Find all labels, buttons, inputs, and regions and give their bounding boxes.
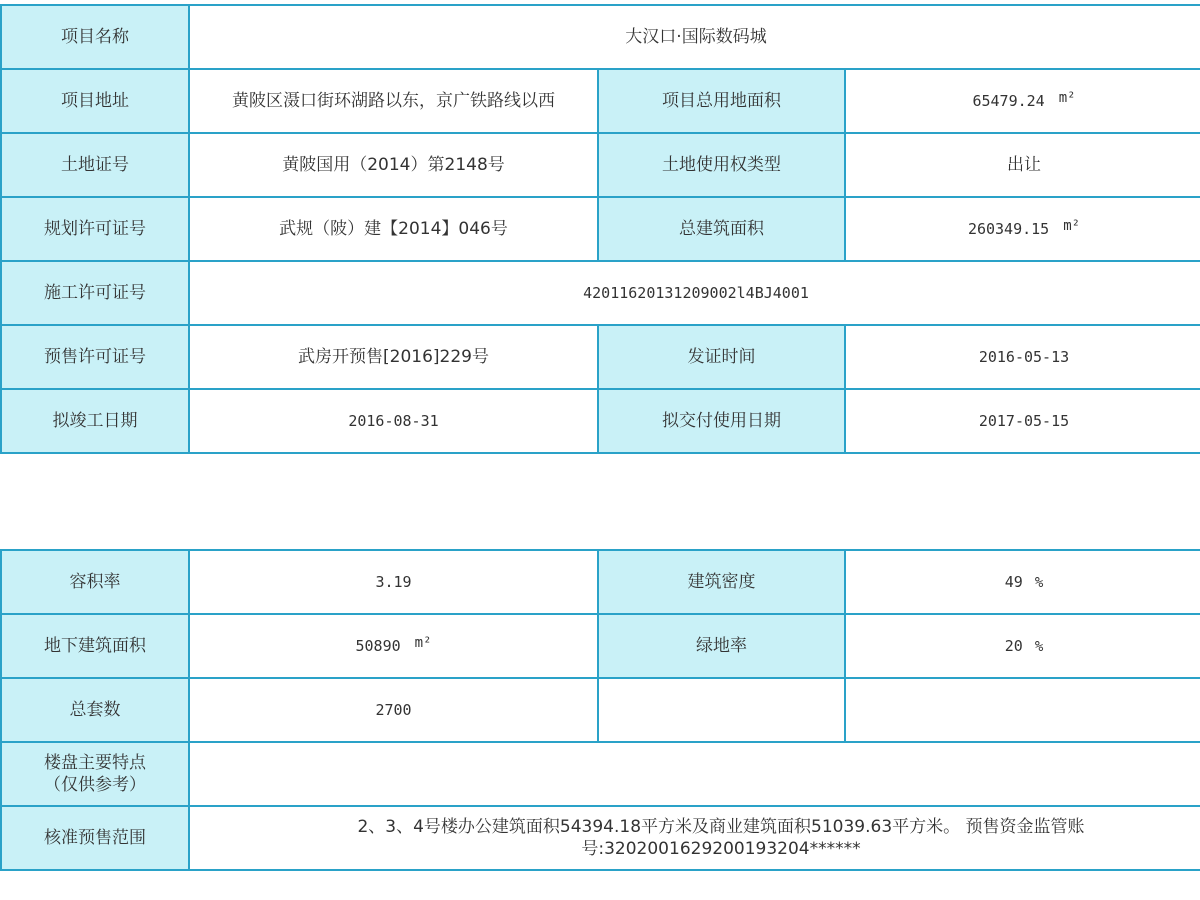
presale-permit-label: 预售许可证号 — [1, 325, 189, 389]
table-row — [1, 742, 1200, 806]
table-row — [1, 614, 1200, 678]
table-row — [1, 197, 1200, 261]
total-units-label: 总套数 — [1, 678, 189, 742]
features-label-line1: 楼盘主要特点 — [44, 753, 146, 773]
total-land-area-value: 65479.24 — [972, 91, 1045, 110]
building-density-value: 49 — [1004, 572, 1023, 591]
total-floor-area-label: 总建筑面积 — [598, 197, 845, 261]
plot-ratio-label: 容积率 — [1, 550, 189, 614]
project-metrics-table — [0, 549, 1200, 871]
underground-area-value: 50890 — [355, 636, 401, 655]
underground-area-cell — [189, 614, 598, 678]
project-name-value: 大汉口·国际数码城 — [189, 5, 1200, 69]
completion-date-value: 2016-08-31 — [189, 389, 598, 453]
total-land-area-unit: m² — [1058, 89, 1076, 106]
empty-cell — [845, 678, 1200, 742]
green-ratio-unit: % — [1034, 638, 1044, 655]
delivery-date-label: 拟交付使用日期 — [598, 389, 845, 453]
plot-ratio-value: 3.19 — [189, 550, 598, 614]
completion-date-label: 拟竣工日期 — [1, 389, 189, 453]
table-row — [1, 678, 1200, 742]
building-density-label: 建筑密度 — [598, 550, 845, 614]
planning-permit-label: 规划许可证号 — [1, 197, 189, 261]
land-cert-value: 黄陂国用（2014）第2148号 — [189, 133, 598, 197]
table-row — [1, 5, 1200, 69]
project-info-table — [0, 4, 1200, 454]
table-row — [1, 69, 1200, 133]
construction-permit-label: 施工许可证号 — [1, 261, 189, 325]
underground-area-label: 地下建筑面积 — [1, 614, 189, 678]
total-floor-area-value: 260349.15 — [967, 219, 1050, 238]
features-label-line2: （仅供参考） — [44, 775, 146, 795]
building-density-unit: % — [1034, 574, 1044, 591]
table-row — [1, 806, 1200, 870]
table-row — [1, 133, 1200, 197]
presale-scope-cell — [189, 806, 1200, 870]
table-row — [1, 261, 1200, 325]
total-units-value: 2700 — [189, 678, 598, 742]
building-density-cell — [845, 550, 1200, 614]
delivery-date-value: 2017-05-15 — [845, 389, 1200, 453]
planning-permit-value: 武规（陂）建【2014】046号 — [189, 197, 598, 261]
empty-cell — [598, 678, 845, 742]
issue-date-label: 发证时间 — [598, 325, 845, 389]
issue-date-value: 2016-05-13 — [845, 325, 1200, 389]
project-address-label: 项目地址 — [1, 69, 189, 133]
total-land-area-cell — [845, 69, 1200, 133]
table-row — [1, 389, 1200, 453]
project-address-value: 黄陂区滠口街环湖路以东，京广铁路线以西 — [189, 69, 598, 133]
land-cert-label: 土地证号 — [1, 133, 189, 197]
features-value — [189, 742, 1200, 806]
land-use-type-label: 土地使用权类型 — [598, 133, 845, 197]
green-ratio-value: 20 — [1004, 636, 1023, 655]
green-ratio-label: 绿地率 — [598, 614, 845, 678]
presale-scope-label: 核准预售范围 — [1, 806, 189, 870]
features-label — [1, 742, 189, 806]
total-land-area-label: 项目总用地面积 — [598, 69, 845, 133]
presale-scope-value: 2、3、4号楼办公建筑面积54394.18平方米及商业建筑面积51039.63平方米。 预售资金监管账号:3202001629200193204****** — [357, 817, 1085, 859]
table-row — [1, 325, 1200, 389]
construction-permit-value: 42011620131209002l4BJ4001 — [189, 261, 1200, 325]
total-floor-area-cell — [845, 197, 1200, 261]
total-floor-area-unit: m² — [1063, 217, 1081, 234]
project-name-label: 项目名称 — [1, 5, 189, 69]
presale-permit-value: 武房开预售[2016]229号 — [189, 325, 598, 389]
land-use-type-value: 出让 — [845, 133, 1200, 197]
green-ratio-cell — [845, 614, 1200, 678]
underground-area-unit: m² — [414, 634, 432, 651]
table-row — [1, 550, 1200, 614]
